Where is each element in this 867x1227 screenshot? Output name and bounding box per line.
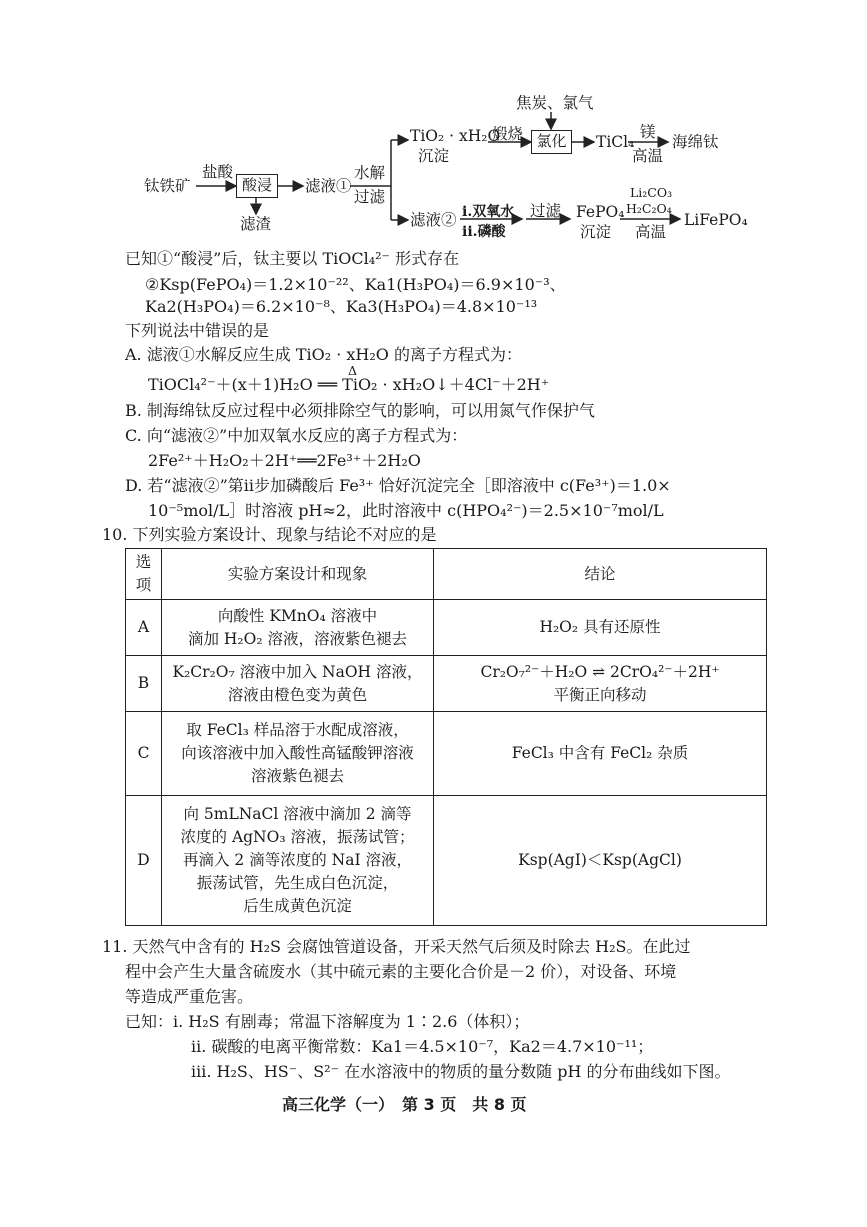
flow-li2co3: Li₂CO₃ <box>630 185 673 200</box>
q10-options-table <box>125 548 767 926</box>
flow-filter1: 过滤 <box>354 188 386 206</box>
flow-residue: 滤渣 <box>240 215 272 233</box>
flow-acid: 盐酸 <box>202 163 234 181</box>
flow-coke-cl: 焦炭、氯气 <box>516 94 594 112</box>
q9-option-a-equation: TiOCl₄²⁻＋(x＋1)H₂O ══ TiO₂ · xH₂O↓＋4Cl⁻＋2H⁺ <box>148 375 550 394</box>
q9-option-a-stem: A. 滤液①水解反应生成 TiO₂ · xH₂O 的离子方程式为： <box>125 345 522 364</box>
flow-filter2: 过滤 <box>530 202 562 220</box>
row-d-conclusion: Ksp(AgI)＜Ksp(AgCl) <box>434 796 767 926</box>
q11-known-1: 已知：ⅰ. H₂S 有剧毒；常温下溶解度为 1∶2.6（体积）； <box>125 1012 530 1031</box>
q11-known-2: ⅱ. 碳酸的电离平衡常数：Ka1＝4.5×10⁻⁷，Ka2＝4.7×10⁻¹¹； <box>191 1037 654 1056</box>
q9-option-b: B. 制海绵钛反应过程中必须排除空气的影响，可以用氮气作保护气 <box>125 401 595 420</box>
q11-line-2: 程中会产生大量含硫废水（其中硫元素的主要化合价是－2 价），对设备、环境 <box>125 962 677 981</box>
chlorination-box: 氯化 <box>531 130 572 154</box>
flow-filtrate1: 滤液① <box>305 177 352 195</box>
flow-hightemp2: 高温 <box>635 223 667 241</box>
flow-mg: 镁 <box>640 123 656 141</box>
row-c-conclusion: FeCl₃ 中含有 FeCl₂ 杂质 <box>434 712 767 796</box>
flow-hightemp1: 高温 <box>632 147 664 165</box>
page-footer: 高三化学（一） 第 3 页 共 8 页 <box>282 1095 527 1114</box>
row-b-conclusion: Cr₂O₇²⁻＋H₂O ⇌ 2CrO₄²⁻＋2H⁺ 平衡正向移动 <box>434 656 767 712</box>
flow-step-i: i.双氧水 <box>462 204 515 220</box>
q11-line-1: 11. 天然气中含有的 H₂S 会腐蚀管道设备，开采天然气后须及时除去 H₂S。在此过 <box>102 937 691 956</box>
q9-option-d-line2: 10⁻⁵mol/L］时溶液 pH≈2，此时溶液中 c(HPO₄²⁻)＝2.5×10⁻⁷mol/L <box>148 501 664 520</box>
row-a-conclusion: H₂O₂ 具有还原性 <box>434 600 767 656</box>
flow-hydrolysis: 水解 <box>354 164 386 182</box>
leach-box: 酸浸 <box>236 174 278 198</box>
q9-prompt: 下列说法中错误的是 <box>125 321 270 340</box>
q9-option-c-stem: C. 向“滤液②”中加双氧水反应的离子方程式为： <box>125 426 468 445</box>
row-b-option: B <box>126 656 162 712</box>
table-row <box>126 712 767 796</box>
q9-option-c-equation: 2Fe²⁺＋H₂O₂＋2H⁺══2Fe³⁺＋2H₂O <box>148 451 421 470</box>
table-row <box>126 796 767 926</box>
q9-option-d-line1: D. 若“滤液②”第ⅱ步加磷酸后 Fe³⁺ 恰好沉淀完全［即溶液中 c(Fe³⁺)＝1.0× <box>125 476 671 495</box>
flow-precip2: 沉淀 <box>580 223 612 241</box>
q10-stem: 10. 下列实验方案设计、现象与结论不对应的是 <box>102 525 437 544</box>
q9-known-3: Ka2(H₃PO₄)＝6.2×10⁻⁸、Ka3(H₃PO₄)＝4.8×10⁻¹³ <box>145 297 538 316</box>
row-d-option: D <box>126 796 162 926</box>
flow-lifepo4: LiFePO₄ <box>684 211 748 229</box>
flow-ticl4: TiCl₄ <box>596 133 635 151</box>
table-header-row <box>126 549 767 600</box>
q9-known-2: ②Ksp(FePO₄)＝1.2×10⁻²²、Ka1(H₃PO₄)＝6.9×10⁻³、 <box>145 275 566 294</box>
flow-step-ii: ii.磷酸 <box>462 224 506 240</box>
row-b-design: K₂Cr₂O₇ 溶液中加入 NaOH 溶液， 溶液由橙色变为黄色 <box>162 656 434 712</box>
table-row <box>126 656 767 712</box>
flow-ore: 钛铁矿 <box>144 177 191 195</box>
flow-calcine: 煅烧 <box>492 125 524 143</box>
row-c-option: C <box>126 712 162 796</box>
row-a-design: 向酸性 KMnO₄ 溶液中 滴加 H₂O₂ 溶液，溶液紫色褪去 <box>162 600 434 656</box>
q11-known-3: ⅲ. H₂S、HS⁻、S²⁻ 在水溶液中的物质的量分数随 pH 的分布曲线如下图。 <box>191 1062 731 1081</box>
flow-h2c2o4: H₂C₂O₄ <box>626 201 672 216</box>
q9-known-1: 已知①“酸浸”后，钛主要以 TiOCl₄²⁻ 形式存在 <box>125 249 460 268</box>
row-d-design: 向 5mLNaCl 溶液中滴加 2 滴等 浓度的 AgNO₃ 溶液，振荡试管； 再滴入 2 滴等浓度的 NaI 溶液， 振荡试管，先生成白色沉淀， 后生成黄色沉淀 <box>162 796 434 926</box>
row-a-option: A <box>126 600 162 656</box>
flow-fepo4: FePO₄ <box>576 203 625 221</box>
q11-line-3: 等造成严重危害。 <box>125 987 254 1006</box>
row-c-design: 取 FeCl₃ 样品溶于水配成溶液， 向该溶液中加入酸性高锰酸钾溶液 溶液紫色褪去 <box>162 712 434 796</box>
flow-tio2: TiO₂ · xH₂O <box>410 127 501 145</box>
header-conclusion: 结论 <box>434 549 767 600</box>
header-option: 选项 <box>126 549 162 600</box>
flow-sponge-ti: 海绵钛 <box>672 133 719 151</box>
table-row <box>126 600 767 656</box>
flow-precip1: 沉淀 <box>418 147 450 165</box>
header-design: 实验方案设计和现象 <box>162 549 434 600</box>
q9-heat-condition: Δ <box>348 363 358 378</box>
flow-filtrate2: 滤液② <box>410 211 457 229</box>
